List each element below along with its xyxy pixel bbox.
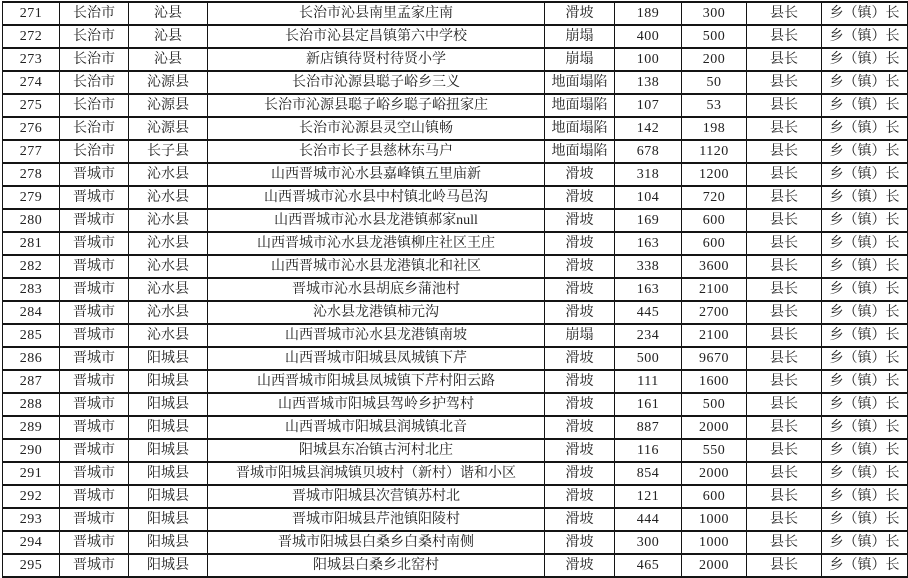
cell-no[interactable]: 286	[3, 347, 60, 370]
cell-responsible_town[interactable]: 乡（镇）长	[822, 439, 908, 462]
cell-no[interactable]: 276	[3, 117, 60, 140]
cell-count1[interactable]: 116	[615, 439, 682, 462]
cell-responsible_town[interactable]: 乡（镇）长	[822, 232, 908, 255]
cell-county[interactable]: 沁源县	[129, 71, 208, 94]
table-row	[3, 163, 908, 186]
cell-count2[interactable]: 2000	[682, 462, 747, 485]
cell-responsible_town[interactable]: 乡（镇）长	[822, 301, 908, 324]
cell-count1[interactable]: 338	[615, 255, 682, 278]
cell-location[interactable]: 山西晋城市阳城县驾岭乡护驾村	[208, 393, 545, 416]
cell-responsible_town[interactable]: 乡（镇）长	[822, 117, 908, 140]
cell-no[interactable]: 283	[3, 278, 60, 301]
cell-county[interactable]: 沁源县	[129, 117, 208, 140]
cell-no[interactable]: 295	[3, 554, 60, 577]
cell-hazard_type[interactable]: 滑坡	[545, 485, 615, 508]
cell-no[interactable]: 271	[3, 2, 60, 25]
cell-count2[interactable]: 500	[682, 25, 747, 48]
cell-count1[interactable]: 163	[615, 232, 682, 255]
cell-responsible_town[interactable]: 乡（镇）长	[822, 186, 908, 209]
cell-responsible_county[interactable]: 县长	[747, 209, 822, 232]
cell-city[interactable]: 长治市	[60, 117, 129, 140]
cell-location[interactable]: 山西晋城市沁水县嘉峰镇五里庙新	[208, 163, 545, 186]
cell-count2[interactable]: 1000	[682, 531, 747, 554]
table-row	[3, 347, 908, 370]
cell-hazard_type[interactable]: 滑坡	[545, 209, 615, 232]
cell-county[interactable]: 长子县	[129, 140, 208, 163]
cell-count1[interactable]: 111	[615, 370, 682, 393]
cell-responsible_town[interactable]: 乡（镇）长	[822, 485, 908, 508]
cell-responsible_town[interactable]: 乡（镇）长	[822, 393, 908, 416]
cell-city[interactable]: 晋城市	[60, 508, 129, 531]
cell-city[interactable]: 晋城市	[60, 393, 129, 416]
cell-responsible_county[interactable]: 县长	[747, 232, 822, 255]
cell-hazard_type[interactable]: 滑坡	[545, 232, 615, 255]
cell-no[interactable]: 294	[3, 531, 60, 554]
cell-responsible_town[interactable]: 乡（镇）长	[822, 209, 908, 232]
table-row	[3, 71, 908, 94]
cell-responsible_county[interactable]: 县长	[747, 462, 822, 485]
cell-no[interactable]: 287	[3, 370, 60, 393]
cell-responsible_county[interactable]: 县长	[747, 278, 822, 301]
table-row	[3, 255, 908, 278]
cell-count2[interactable]: 600	[682, 209, 747, 232]
cell-count2[interactable]: 300	[682, 2, 747, 25]
cell-location[interactable]: 山西晋城市阳城县凤城镇下芹村阳云路	[208, 370, 545, 393]
cell-responsible_county[interactable]: 县长	[747, 301, 822, 324]
cell-responsible_county[interactable]: 县长	[747, 508, 822, 531]
cell-count2[interactable]: 50	[682, 71, 747, 94]
cell-count1[interactable]: 121	[615, 485, 682, 508]
cell-count1[interactable]: 138	[615, 71, 682, 94]
cell-county[interactable]: 沁水县	[129, 163, 208, 186]
cell-location[interactable]: 晋城市阳城县芹池镇阳陵村	[208, 508, 545, 531]
table-row	[3, 48, 908, 71]
cell-hazard_type[interactable]: 滑坡	[545, 163, 615, 186]
cell-responsible_county[interactable]: 县长	[747, 71, 822, 94]
cell-responsible_county[interactable]: 县长	[747, 416, 822, 439]
cell-responsible_town[interactable]: 乡（镇）长	[822, 25, 908, 48]
cell-hazard_type[interactable]: 滑坡	[545, 508, 615, 531]
cell-county[interactable]: 阳城县	[129, 416, 208, 439]
cell-location[interactable]: 山西晋城市阳城县凤城镇下芹	[208, 347, 545, 370]
cell-responsible_county[interactable]: 县长	[747, 255, 822, 278]
cell-count2[interactable]: 53	[682, 94, 747, 117]
cell-hazard_type[interactable]: 滑坡	[545, 393, 615, 416]
cell-count1[interactable]: 107	[615, 94, 682, 117]
cell-location[interactable]: 晋城市阳城县白桑乡白桑村南侧	[208, 531, 545, 554]
cell-count2[interactable]: 720	[682, 186, 747, 209]
cell-responsible_town[interactable]: 乡（镇）长	[822, 163, 908, 186]
cell-location[interactable]: 新店镇待贤村待贤小学	[208, 48, 545, 71]
cell-hazard_type[interactable]: 滑坡	[545, 347, 615, 370]
cell-responsible_town[interactable]: 乡（镇）长	[822, 554, 908, 577]
cell-count2[interactable]: 198	[682, 117, 747, 140]
cell-count1[interactable]: 161	[615, 393, 682, 416]
hazard-table-body	[3, 2, 908, 577]
table-row	[3, 140, 908, 163]
cell-count2[interactable]: 1000	[682, 508, 747, 531]
cell-responsible_county[interactable]: 县长	[747, 485, 822, 508]
cell-no[interactable]: 285	[3, 324, 60, 347]
cell-city[interactable]: 晋城市	[60, 301, 129, 324]
cell-county[interactable]: 阳城县	[129, 439, 208, 462]
cell-count2[interactable]: 1120	[682, 140, 747, 163]
cell-county[interactable]: 沁水县	[129, 209, 208, 232]
cell-responsible_county[interactable]: 县长	[747, 324, 822, 347]
cell-location[interactable]: 山西晋城市沁水县龙港镇南坡	[208, 324, 545, 347]
cell-no[interactable]: 290	[3, 439, 60, 462]
cell-hazard_type[interactable]: 崩塌	[545, 25, 615, 48]
cell-count2[interactable]: 2100	[682, 278, 747, 301]
cell-county[interactable]: 沁县	[129, 25, 208, 48]
cell-count2[interactable]: 500	[682, 393, 747, 416]
table-row	[3, 485, 908, 508]
cell-count2[interactable]: 200	[682, 48, 747, 71]
cell-location[interactable]: 长治市沁县定昌镇第六中学校	[208, 25, 545, 48]
cell-responsible_town[interactable]: 乡（镇）长	[822, 531, 908, 554]
cell-responsible_town[interactable]: 乡（镇）长	[822, 2, 908, 25]
cell-city[interactable]: 长治市	[60, 25, 129, 48]
cell-count1[interactable]: 142	[615, 117, 682, 140]
cell-responsible_county[interactable]: 县长	[747, 94, 822, 117]
cell-city[interactable]: 晋城市	[60, 324, 129, 347]
table-row	[3, 324, 908, 347]
cell-hazard_type[interactable]: 崩塌	[545, 48, 615, 71]
cell-count1[interactable]: 169	[615, 209, 682, 232]
cell-count2[interactable]: 600	[682, 232, 747, 255]
cell-county[interactable]: 沁水县	[129, 255, 208, 278]
cell-responsible_county[interactable]: 县长	[747, 370, 822, 393]
cell-location[interactable]: 长治市长子县慈林东马户	[208, 140, 545, 163]
cell-city[interactable]: 晋城市	[60, 531, 129, 554]
cell-count1[interactable]: 300	[615, 531, 682, 554]
table-row	[3, 301, 908, 324]
table-row	[3, 462, 908, 485]
cell-no[interactable]: 284	[3, 301, 60, 324]
cell-count1[interactable]: 887	[615, 416, 682, 439]
cell-count1[interactable]: 234	[615, 324, 682, 347]
cell-city[interactable]: 长治市	[60, 2, 129, 25]
cell-hazard_type[interactable]: 地面塌陷	[545, 117, 615, 140]
cell-city[interactable]: 长治市	[60, 140, 129, 163]
cell-hazard_type[interactable]: 滑坡	[545, 439, 615, 462]
cell-hazard_type[interactable]: 滑坡	[545, 2, 615, 25]
cell-count2[interactable]: 2100	[682, 324, 747, 347]
cell-responsible_county[interactable]: 县长	[747, 48, 822, 71]
cell-city[interactable]: 晋城市	[60, 485, 129, 508]
cell-responsible_county[interactable]: 县长	[747, 439, 822, 462]
cell-responsible_town[interactable]: 乡（镇）长	[822, 94, 908, 117]
cell-responsible_town[interactable]: 乡（镇）长	[822, 278, 908, 301]
cell-responsible_town[interactable]: 乡（镇）长	[822, 71, 908, 94]
cell-location[interactable]: 山西晋城市沁水县龙港镇郝家null	[208, 209, 545, 232]
table-row	[3, 2, 908, 25]
table-row	[3, 232, 908, 255]
cell-no[interactable]: 288	[3, 393, 60, 416]
cell-count2[interactable]: 2000	[682, 416, 747, 439]
cell-no[interactable]: 289	[3, 416, 60, 439]
cell-county[interactable]: 阳城县	[129, 393, 208, 416]
cell-no[interactable]: 292	[3, 485, 60, 508]
cell-count2[interactable]: 600	[682, 485, 747, 508]
table-row	[3, 370, 908, 393]
cell-count1[interactable]: 163	[615, 278, 682, 301]
table-row	[3, 508, 908, 531]
cell-responsible_county[interactable]: 县长	[747, 554, 822, 577]
cell-count2[interactable]: 1600	[682, 370, 747, 393]
cell-county[interactable]: 沁水县	[129, 324, 208, 347]
cell-location[interactable]: 沁水县龙港镇柿元沟	[208, 301, 545, 324]
table-row	[3, 117, 908, 140]
cell-count1[interactable]: 500	[615, 347, 682, 370]
cell-hazard_type[interactable]: 滑坡	[545, 531, 615, 554]
cell-city[interactable]: 晋城市	[60, 232, 129, 255]
cell-no[interactable]: 277	[3, 140, 60, 163]
cell-location[interactable]: 长治市沁源县聪子峪乡聪子峪扭家庄	[208, 94, 545, 117]
cell-hazard_type[interactable]: 滑坡	[545, 186, 615, 209]
cell-count1[interactable]: 189	[615, 2, 682, 25]
cell-no[interactable]: 279	[3, 186, 60, 209]
cell-county[interactable]: 沁水县	[129, 232, 208, 255]
cell-city[interactable]: 晋城市	[60, 462, 129, 485]
cell-count1[interactable]: 100	[615, 48, 682, 71]
hazard-table	[2, 1, 908, 578]
cell-location[interactable]: 山西晋城市沁水县龙港镇柳庄社区王庄	[208, 232, 545, 255]
cell-no[interactable]: 272	[3, 25, 60, 48]
cell-county[interactable]: 阳城县	[129, 554, 208, 577]
cell-county[interactable]: 沁水县	[129, 278, 208, 301]
cell-location[interactable]: 长治市沁源县灵空山镇畅	[208, 117, 545, 140]
cell-count2[interactable]: 3600	[682, 255, 747, 278]
cell-responsible_county[interactable]: 县长	[747, 186, 822, 209]
table-row	[3, 209, 908, 232]
cell-responsible_town[interactable]: 乡（镇）长	[822, 48, 908, 71]
cell-responsible_county[interactable]: 县长	[747, 2, 822, 25]
cell-county[interactable]: 阳城县	[129, 370, 208, 393]
cell-county[interactable]: 阳城县	[129, 508, 208, 531]
cell-count2[interactable]: 9670	[682, 347, 747, 370]
cell-no[interactable]: 291	[3, 462, 60, 485]
cell-responsible_county[interactable]: 县长	[747, 531, 822, 554]
cell-responsible_county[interactable]: 县长	[747, 163, 822, 186]
cell-hazard_type[interactable]: 滑坡	[545, 278, 615, 301]
cell-location[interactable]: 山西晋城市沁水县中村镇北岭马邑沟	[208, 186, 545, 209]
cell-city[interactable]: 晋城市	[60, 439, 129, 462]
cell-location[interactable]: 晋城市阳城县次营镇苏村北	[208, 485, 545, 508]
cell-no[interactable]: 281	[3, 232, 60, 255]
cell-count1[interactable]: 854	[615, 462, 682, 485]
cell-responsible_town[interactable]: 乡（镇）长	[822, 416, 908, 439]
cell-no[interactable]: 282	[3, 255, 60, 278]
cell-count1[interactable]: 104	[615, 186, 682, 209]
cell-hazard_type[interactable]: 滑坡	[545, 301, 615, 324]
cell-city[interactable]: 晋城市	[60, 163, 129, 186]
cell-hazard_type[interactable]: 滑坡	[545, 554, 615, 577]
cell-responsible_county[interactable]: 县长	[747, 25, 822, 48]
cell-city[interactable]: 长治市	[60, 71, 129, 94]
cell-count2[interactable]: 2700	[682, 301, 747, 324]
table-row	[3, 531, 908, 554]
cell-city[interactable]: 晋城市	[60, 370, 129, 393]
cell-location[interactable]: 阳城县东冶镇古河村北庄	[208, 439, 545, 462]
cell-county[interactable]: 沁县	[129, 48, 208, 71]
cell-city[interactable]: 晋城市	[60, 209, 129, 232]
cell-county[interactable]: 阳城县	[129, 347, 208, 370]
cell-count1[interactable]: 318	[615, 163, 682, 186]
cell-city[interactable]: 晋城市	[60, 416, 129, 439]
cell-hazard_type[interactable]: 地面塌陷	[545, 71, 615, 94]
cell-hazard_type[interactable]: 滑坡	[545, 462, 615, 485]
cell-location[interactable]: 阳城县白桑乡北窑村	[208, 554, 545, 577]
cell-hazard_type[interactable]: 地面塌陷	[545, 94, 615, 117]
cell-count1[interactable]: 678	[615, 140, 682, 163]
cell-responsible_town[interactable]: 乡（镇）长	[822, 508, 908, 531]
cell-responsible_county[interactable]: 县长	[747, 117, 822, 140]
cell-count2[interactable]: 2000	[682, 554, 747, 577]
cell-count1[interactable]: 445	[615, 301, 682, 324]
cell-responsible_town[interactable]: 乡（镇）长	[822, 255, 908, 278]
cell-no[interactable]: 280	[3, 209, 60, 232]
table-row	[3, 554, 908, 577]
cell-count1[interactable]: 400	[615, 25, 682, 48]
table-row	[3, 393, 908, 416]
cell-responsible_town[interactable]: 乡（镇）长	[822, 347, 908, 370]
cell-city[interactable]: 晋城市	[60, 554, 129, 577]
cell-location[interactable]: 山西晋城市沁水县龙港镇北和社区	[208, 255, 545, 278]
cell-city[interactable]: 长治市	[60, 48, 129, 71]
table-row	[3, 439, 908, 462]
cell-city[interactable]: 晋城市	[60, 186, 129, 209]
cell-count2[interactable]: 550	[682, 439, 747, 462]
cell-hazard_type[interactable]: 滑坡	[545, 255, 615, 278]
cell-responsible_town[interactable]: 乡（镇）长	[822, 324, 908, 347]
cell-responsible_county[interactable]: 县长	[747, 393, 822, 416]
cell-city[interactable]: 晋城市	[60, 347, 129, 370]
cell-county[interactable]: 沁水县	[129, 301, 208, 324]
table-row	[3, 416, 908, 439]
table-row	[3, 25, 908, 48]
cell-county[interactable]: 沁水县	[129, 186, 208, 209]
cell-city[interactable]: 晋城市	[60, 278, 129, 301]
cell-county[interactable]: 沁县	[129, 2, 208, 25]
cell-responsible_county[interactable]: 县长	[747, 140, 822, 163]
cell-no[interactable]: 273	[3, 48, 60, 71]
cell-hazard_type[interactable]: 崩塌	[545, 324, 615, 347]
cell-no[interactable]: 293	[3, 508, 60, 531]
cell-responsible_town[interactable]: 乡（镇）长	[822, 140, 908, 163]
table-row	[3, 186, 908, 209]
cell-responsible_town[interactable]: 乡（镇）长	[822, 370, 908, 393]
cell-count1[interactable]: 465	[615, 554, 682, 577]
cell-city[interactable]: 晋城市	[60, 255, 129, 278]
cell-count1[interactable]: 444	[615, 508, 682, 531]
cell-county[interactable]: 阳城县	[129, 462, 208, 485]
cell-location[interactable]: 长治市沁源县聪子峪乡三义	[208, 71, 545, 94]
cell-county[interactable]: 沁源县	[129, 94, 208, 117]
cell-no[interactable]: 278	[3, 163, 60, 186]
cell-responsible_county[interactable]: 县长	[747, 347, 822, 370]
cell-no[interactable]: 274	[3, 71, 60, 94]
cell-hazard_type[interactable]: 地面塌陷	[545, 140, 615, 163]
cell-hazard_type[interactable]: 滑坡	[545, 416, 615, 439]
cell-city[interactable]: 长治市	[60, 94, 129, 117]
cell-hazard_type[interactable]: 滑坡	[545, 370, 615, 393]
cell-no[interactable]: 275	[3, 94, 60, 117]
cell-count2[interactable]: 1200	[682, 163, 747, 186]
cell-county[interactable]: 阳城县	[129, 485, 208, 508]
table-row	[3, 278, 908, 301]
cell-location[interactable]: 山西晋城市阳城县润城镇北音	[208, 416, 545, 439]
cell-location[interactable]: 晋城市阳城县润城镇贝坡村（新村）谐和小区	[208, 462, 545, 485]
cell-county[interactable]: 阳城县	[129, 531, 208, 554]
cell-location[interactable]: 晋城市沁水县胡底乡蒲池村	[208, 278, 545, 301]
table-row	[3, 94, 908, 117]
hazard-point-spreadsheet	[0, 1, 908, 573]
cell-location[interactable]: 长治市沁县南里孟家庄南	[208, 2, 545, 25]
cell-responsible_town[interactable]: 乡（镇）长	[822, 462, 908, 485]
